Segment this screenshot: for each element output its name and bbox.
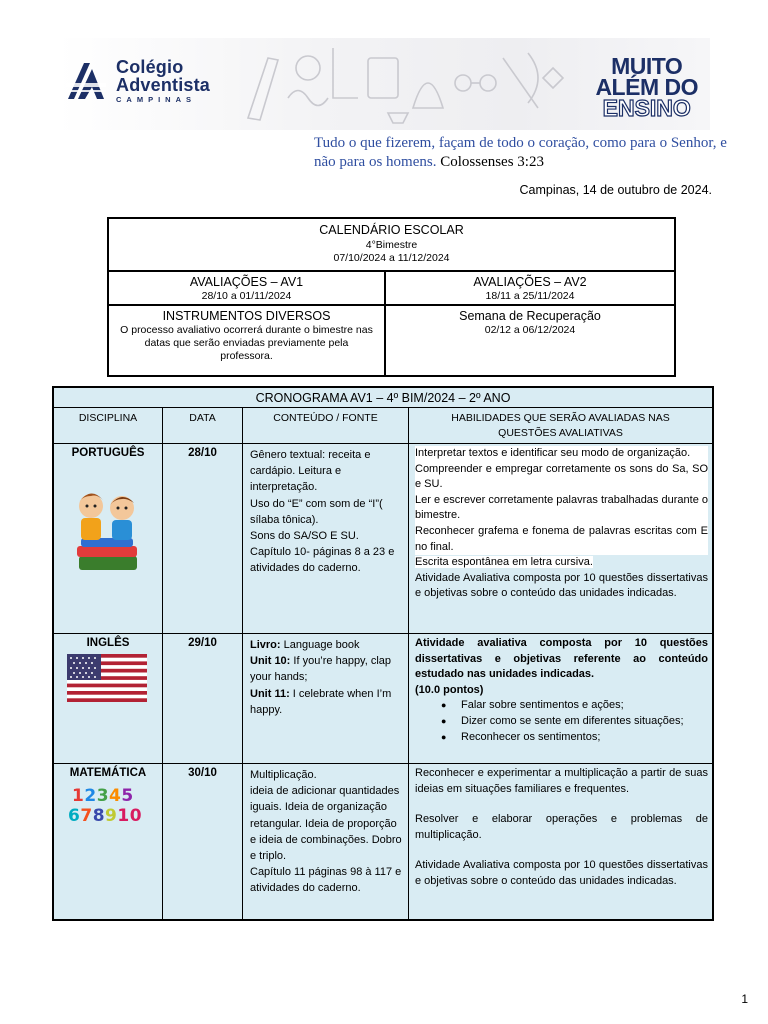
number-glyph: 8	[92, 806, 106, 826]
skill-item: Resolver e elaborar operações e problemas de multiplicação.	[415, 813, 708, 841]
table-header-row	[54, 408, 712, 444]
calendar-subtitle: 4°Bimestre	[365, 239, 418, 251]
header-date: DATA	[163, 408, 243, 443]
instruments-label: INSTRUMENTOS DIVERSOS	[162, 309, 331, 323]
logo-text-line2: Adventista	[116, 75, 211, 95]
skill-item	[415, 555, 708, 571]
content-cell	[243, 764, 409, 919]
schedule-table	[52, 386, 714, 921]
slogan-line2: ALÉM DO	[595, 74, 698, 101]
av1-dates: 28/10 a 01/11/2024	[201, 290, 292, 302]
date-cell: 28/10	[163, 444, 243, 633]
subject-cell	[54, 764, 163, 919]
usa-flag-icon	[67, 654, 147, 702]
logo-text-line3: CAMPINAS	[116, 95, 197, 104]
verse-reference: Colossenses 3:23	[440, 154, 544, 170]
content-line: Capítulo 11 páginas 98 à 117 e atividades do caderno.	[250, 866, 402, 895]
skill-points: (10.0 pontos)	[415, 683, 484, 696]
header-discipline: DISCIPLINA	[54, 408, 163, 443]
table-row	[54, 444, 712, 634]
number-glyph: 9	[105, 806, 118, 826]
header-content: CONTEÚDO / FONTE	[243, 408, 409, 443]
skill-item: Atividade Avaliativa composta por 10 questões dissertativas e objetivas sobre o conteúdo das unidades indicadas.	[415, 859, 708, 887]
slogan-line3: ENSINO	[602, 95, 691, 122]
content-line: Gênero textual: receita e cardápio. Leitura e interpretação.	[250, 449, 371, 494]
numbers-row-2	[68, 806, 150, 826]
calendar-header	[109, 219, 674, 272]
av2-dates: 18/11 a 25/11/2024	[485, 290, 575, 302]
school-calendar-box	[107, 217, 676, 377]
subject-cell	[54, 634, 163, 763]
number-glyph: 10	[117, 806, 143, 826]
content-text: If you’re happy, clap your hands;	[250, 655, 392, 684]
skill-bullet: ● Reconhecer os sentimentos;	[441, 730, 708, 746]
skill-bullet: ● Falar sobre sentimentos e ações;	[441, 698, 708, 714]
av2-cell	[386, 272, 674, 306]
table-row	[54, 634, 712, 764]
schedule-title: CRONOGRAMA AV1 – 4º BIM/2024 – 2º ANO	[54, 388, 712, 408]
skills-cell	[409, 634, 712, 763]
date-cell: 30/10	[163, 764, 243, 919]
instruments-cell	[109, 306, 386, 375]
recovery-dates: 02/12 a 06/12/2024	[484, 324, 576, 336]
content-cell	[243, 444, 409, 633]
content-text: I celebrate when I’m happy.	[250, 687, 392, 716]
number-glyph: 5	[121, 786, 134, 806]
document-date: Campinas, 14 de outubro de 2024.	[519, 183, 712, 197]
slogan-line1: MUITO	[611, 53, 683, 79]
skill-intro: Atividade avaliativa composta por 10 questões dissertativas e objetivas referente ao conteúdo estudado nas unidades indicadas.	[415, 637, 708, 681]
instruments-text: O processo avaliativo ocorrerá durante o bimestre nas datas que serão enviadas previamente pela professora.	[120, 324, 373, 362]
number-glyph: 2	[84, 786, 97, 806]
av1-cell	[109, 272, 386, 306]
skill-item: Interpretar textos e identificar seu modo de organização.	[415, 446, 708, 462]
skill-item-text: Escrita espontânea em letra cursiva.	[415, 556, 593, 569]
content-label: Unit 10:	[250, 655, 291, 668]
recovery-cell	[386, 306, 674, 375]
recovery-label: Semana de Recuperação	[459, 309, 601, 323]
date-cell: 29/10	[163, 634, 243, 763]
content-line	[250, 686, 402, 718]
subject-name: MATEMÁTICA	[69, 767, 147, 779]
skills-cell	[409, 764, 712, 919]
school-logo	[64, 58, 210, 104]
content-line	[250, 653, 402, 685]
content-cell	[243, 634, 409, 763]
content-line: Uso do “E” com som de “I”( sílaba tônica).	[250, 497, 383, 526]
content-label: Unit 11:	[250, 687, 290, 700]
content-line	[250, 637, 402, 653]
adventist-logo-icon	[64, 59, 108, 103]
verse-text: Tudo o que fizerem, façam de todo o coração, como para o Senhor, e não para os homens.	[314, 135, 727, 170]
content-line: ideia de adicionar quantidades iguais. Ideia de organização retangular. Ideia de proporção e ideia de combinações. Dobro e triplo.	[250, 785, 402, 863]
school-doodles-decoration	[238, 38, 578, 130]
content-line: Capítulo 10- páginas 8 a 23 e atividades do caderno.	[250, 546, 395, 575]
number-glyph: 1	[72, 786, 85, 806]
content-line: Multiplicação.	[250, 769, 317, 781]
number-glyph: 6	[68, 806, 81, 826]
page-number: 1	[741, 992, 748, 1006]
kids-reading-books-icon	[67, 478, 147, 578]
content-line: Sons do SA/SO E SU.	[250, 530, 359, 543]
skill-item: Compreender e empregar corretamente os sons do Sa, SO e SU.	[415, 462, 708, 493]
content-label: Livro:	[250, 639, 281, 651]
slogan-logo	[595, 53, 698, 122]
table-row	[54, 764, 712, 919]
colorful-numbers-icon	[68, 786, 150, 826]
numbers-row-1	[68, 786, 150, 806]
logo-text-line1: Colégio	[116, 57, 184, 77]
bible-verse	[314, 134, 744, 172]
number-glyph: 7	[80, 806, 93, 826]
av1-label: AVALIAÇÕES – AV1	[189, 275, 304, 289]
skill-item: Ler e escrever corretamente palavras trabalhadas durante o bimestre.	[415, 493, 708, 524]
number-glyph: 3	[96, 786, 110, 806]
header-banner	[58, 38, 710, 130]
subject-name: PORTUGUÊS	[71, 447, 145, 459]
skill-item: Reconhecer grafema e fonema de palavras escritas com E no final.	[415, 524, 708, 555]
subject-name: INGLÊS	[86, 637, 130, 649]
av2-label: AVALIAÇÕES – AV2	[473, 275, 587, 289]
calendar-title: CALENDÁRIO ESCOLAR	[319, 223, 464, 237]
calendar-range: 07/10/2024 a 11/12/2024	[333, 252, 450, 264]
content-text: Language book	[283, 639, 360, 651]
skill-bullet-list	[415, 698, 708, 745]
number-glyph: 4	[109, 786, 122, 806]
skill-bullet: ● Dizer como se sente em diferentes situações;	[441, 714, 708, 730]
skill-item: Reconhecer e experimentar a multiplicação a partir de suas ideias em situações familiares e frequentes.	[415, 767, 708, 795]
header-skills: HABILIDADES QUE SERÃO AVALIADAS NAS QUESTÕES AVALIATIVAS	[451, 412, 670, 439]
skills-cell	[409, 444, 712, 633]
skill-item: Atividade Avaliativa composta por 10 questões dissertativas e objetivas sobre o conteúdo das unidades indicadas.	[415, 571, 708, 600]
subject-cell	[54, 444, 163, 633]
